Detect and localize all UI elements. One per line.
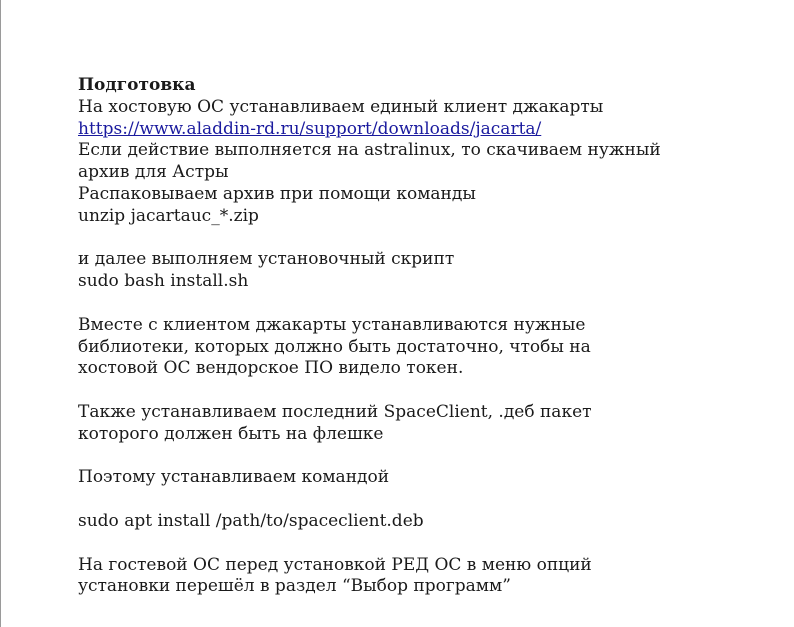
blank-line bbox=[78, 380, 778, 402]
paragraph-line: и далее выполняем установочный скрипт bbox=[78, 249, 455, 270]
paragraph-line: Также устанавливаем последний SpaceClient, .деб пакет bbox=[78, 401, 592, 422]
blank-line bbox=[78, 293, 778, 315]
paragraph-line: установки перешёл в раздел “Выбор программ” bbox=[78, 576, 511, 597]
command-unzip: unzip jacartauc_*.zip bbox=[78, 205, 259, 226]
jacarta-download-link[interactable]: https://www.aladdin-rd.ru/support/downloads/jacarta/ bbox=[78, 118, 542, 139]
command-install: sudo bash install.sh bbox=[78, 271, 249, 292]
paragraph-line: архив для Астры bbox=[78, 162, 229, 183]
paragraph-line: Поэтому устанавливаем командой bbox=[78, 467, 390, 488]
paragraph-line: библиотеки, которых должно быть достаточно, чтобы на bbox=[78, 336, 591, 357]
section-heading: Подготовка bbox=[78, 75, 196, 95]
document-body bbox=[78, 75, 778, 598]
blank-line bbox=[78, 228, 778, 250]
blank-line bbox=[78, 446, 778, 468]
paragraph-line: Если действие выполняется на astralinux, то скачиваем нужный bbox=[78, 140, 661, 161]
paragraph-line: На хостовую ОС устанавливаем единый клиент джакарты bbox=[78, 96, 604, 117]
paragraph-line: которого должен быть на флешке bbox=[78, 423, 384, 444]
paragraph-line: хостовой ОС вендорское ПО видело токен. bbox=[78, 358, 464, 379]
paragraph-line: Распаковываем архив при помощи команды bbox=[78, 183, 476, 204]
blank-line bbox=[78, 533, 778, 555]
command-apt-install: sudo apt install /path/to/spaceclient.deb bbox=[78, 510, 424, 531]
paragraph-line: Вместе с клиентом джакарты устанавливаются нужные bbox=[78, 314, 586, 335]
blank-line bbox=[78, 489, 778, 511]
paragraph-line: На гостевой ОС перед установкой РЕД ОС в меню опций bbox=[78, 554, 592, 575]
